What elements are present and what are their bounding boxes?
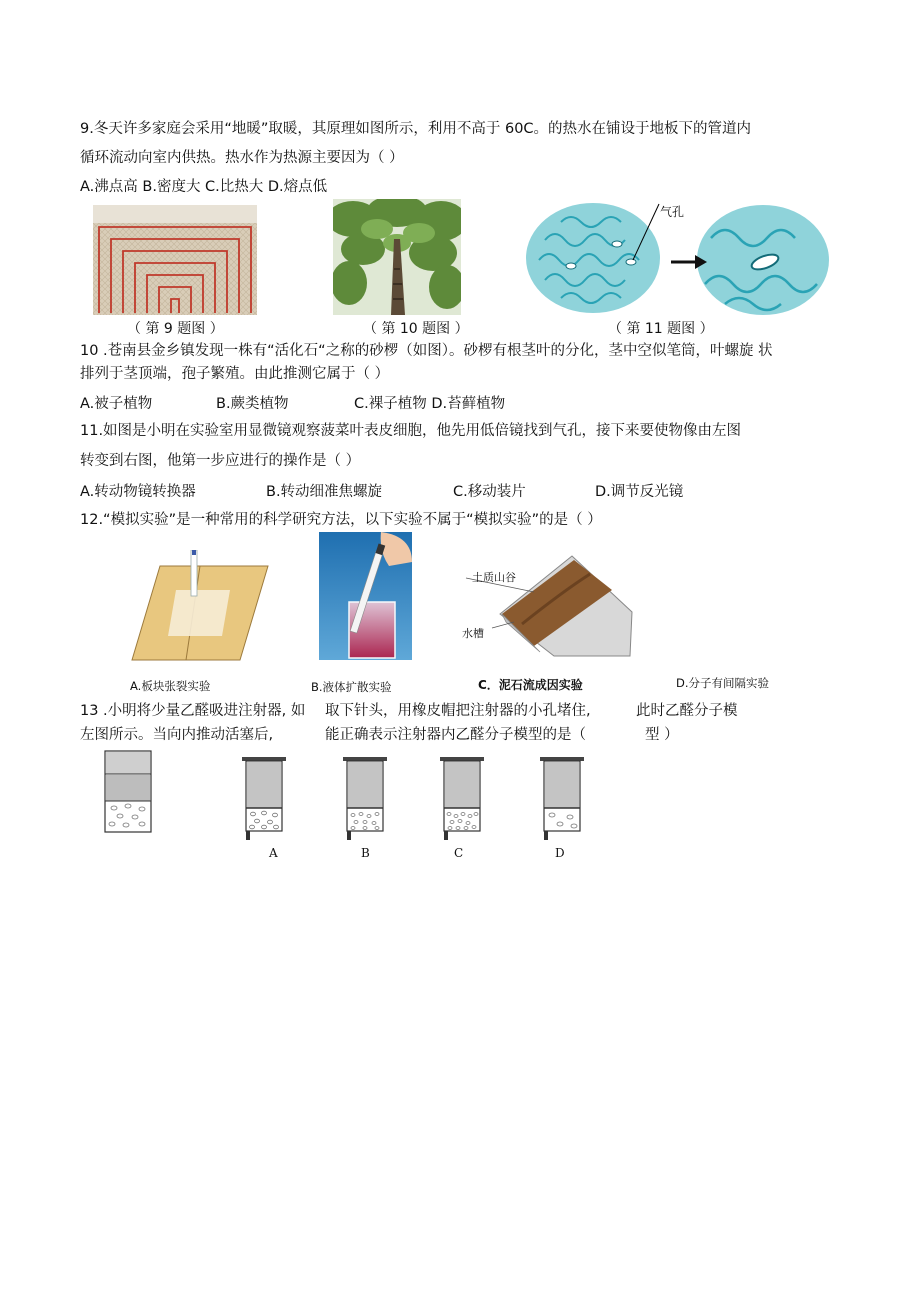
q11-option-b: B.转动细准焦螺旋 xyxy=(266,484,383,500)
tree-fern-photo xyxy=(333,199,461,315)
q13-part6: 型 ） xyxy=(645,727,679,743)
q13-part1: 13 .小明将少量乙醛吸进注射器, 如 xyxy=(80,703,306,719)
liquid-diffusion-photo xyxy=(319,532,412,660)
syringe-option-b xyxy=(341,757,389,841)
valley-label: 土质山谷 xyxy=(472,571,516,584)
label-option-b: B xyxy=(361,846,370,860)
syringe-option-a xyxy=(240,757,288,841)
q13-part5: 能正确表示注射器内乙醛分子模型的是（ xyxy=(325,727,586,743)
q13-part2: 取下针头，用橡皮帽把注射器的小孔堵住, xyxy=(325,703,591,719)
q10-option-b: B.蕨类植物 xyxy=(216,396,289,412)
q10-option-a: A.被子植物 xyxy=(80,396,153,412)
q10-line1: 10 .苍南县金乡镇发现一株有“活化石“之称的砂椤（如图）。砂椤有根茎叶的分化，茎中空似笔筒，叶螺旋 状 xyxy=(80,343,773,359)
q11-option-a: A.转动物镜转换器 xyxy=(80,484,196,500)
caption-fig11: （ 第 11 题图 ） xyxy=(608,321,714,337)
label-option-a: A xyxy=(269,846,278,860)
q13-part4: 左图所示。当向内推动活塞后, xyxy=(80,727,274,743)
caption-fig9: （ 第 9 题图 ） xyxy=(127,321,224,337)
q10-line2: 排列于茎顶端，孢子繁殖。由此推测它属于（ ） xyxy=(80,366,390,382)
syringe-option-d xyxy=(538,757,586,841)
q11-line2: 转变到右图，他第一步应进行的操作是（ ） xyxy=(80,453,361,469)
syringe-original xyxy=(104,750,152,834)
q11-option-c: C.移动装片 xyxy=(453,484,526,500)
stoma-label: 气孔 xyxy=(660,205,685,219)
q10-option-cd: C.裸子植物 D.苔藓植物 xyxy=(354,396,506,412)
q12-caption-d: D.分子有间隔实验 xyxy=(676,676,770,690)
syringe-option-c xyxy=(438,757,486,841)
q13-part3: 此时乙醛分子模 xyxy=(636,703,738,719)
label-option-d: D xyxy=(555,846,565,860)
trough-label: 水槽 xyxy=(462,627,484,640)
q12-line1: 12.“模拟实验”是一种常用的科学研究方法，以下实验不属于“模拟实验”的是（ ） xyxy=(80,512,602,528)
caption-fig10: （ 第 10 题图 ） xyxy=(363,321,469,337)
plate-rift-figure xyxy=(130,550,270,666)
q9-options: A.沸点高 B.密度大 C.比热大 D.熔点低 xyxy=(80,179,328,195)
floor-heating-photo xyxy=(93,205,257,315)
q12-caption-c: C．泥石流成因实验 xyxy=(478,678,583,692)
q12-caption-b: B.液体扩散实验 xyxy=(311,680,392,694)
q11-line1: 11.如图是小明在实验室用显微镜观察菠菜叶表皮细胞，他先用低倍镜找到气孔，接下来要使物像由左图 xyxy=(80,423,742,439)
q9-line1: 9.冬天许多家庭会采用“地暖”取暖，其原理如图所示，利用不高于 60C。的热水在铺设于地板下的管道内 xyxy=(80,121,752,137)
q9-line2: 循环流动向室内供热。热水作为热源主要因为（ ） xyxy=(80,150,404,166)
q11-option-d: D.调节反光镜 xyxy=(595,484,684,500)
label-option-c: C xyxy=(454,846,464,860)
q12-caption-a: A.板块张裂实验 xyxy=(130,679,211,693)
